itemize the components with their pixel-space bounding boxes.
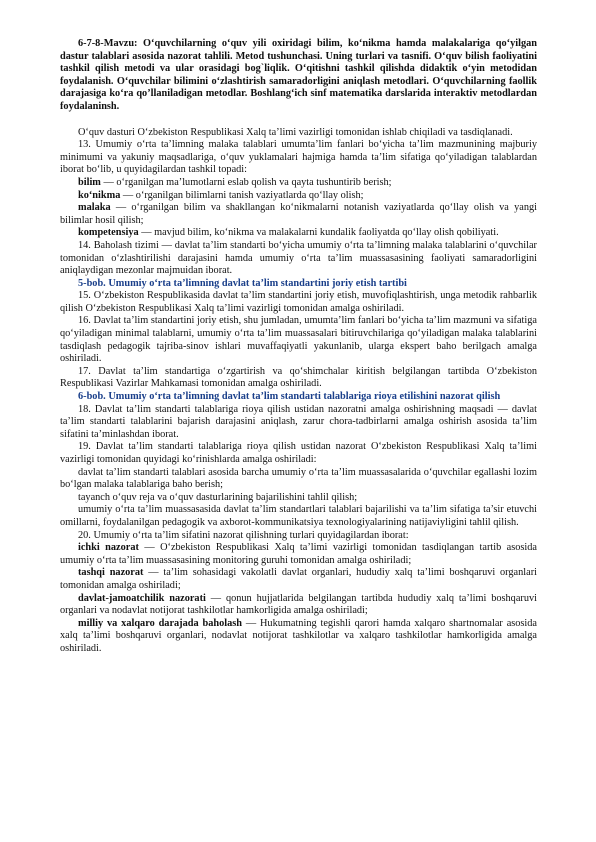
control-ichki xyxy=(60,542,537,567)
paragraph-18: 18. Davlat ta’lim standarti talablariga rioya qilish ustidan nazoratni amalga oshirishning maqsadi — davlat ta’lim standarti talablarini bajarish darajasini aniqlash, zarur chora-tadbirlarni amalga oshirish asosida ta’lim sifatini ta’minlashdan iborat. xyxy=(60,403,537,440)
term-davlat-jamoatchilik-nazorati: davlat-jamoatchilik nazorati xyxy=(78,592,206,604)
term-kompetensiya: kompetensiya xyxy=(78,227,139,239)
term-konikma: ko‘nikma xyxy=(78,189,121,201)
paragraph-13: 13. Umumiy o‘rta ta’limning malaka talablari umumta’lim fanlari bo‘yicha ta’lim mazmunining majburiy minimumi va yakuniy maqsadlariga, o‘quv yuklamalari hajmiga hamda ta’lim sifatiga qo‘yiladigan talablardan iborat bo‘lib, u quyidagilardan tashkil topadi: xyxy=(60,139,537,176)
control-ichki-text: — O‘zbekiston Respublikasi Xalq ta’limi vazirligi tomonidan tasdiqlangan tartib asosida umumiy o‘rta ta’lim muassasasining monitoring guruhi tomonidan amalga oshiriladi; xyxy=(60,542,537,566)
term-malaka: malaka xyxy=(78,202,111,214)
term-tashqi-nazorat: tashqi nazorat xyxy=(78,567,144,579)
control-milliy-xalqaro-text: — Hukumatning tegishli qarori hamda xalqaro shartnomalar asosida xalq ta’limi boshqaruvi organlari, nodavlat notijorat tashkilotlar va xalqaro tashkilotlar hamkorligida amalga oshiriladi. xyxy=(60,617,538,654)
topic-heading: 6-7-8-Mavzu: O‘quvchilarning o‘quv yili oxiridagi bilim, ko‘nikma hamda malakalariga qo‘yilgan dastur talablari asosida nazorat tahlili. Metod tushunchasi. Uning turlari va tasnifi. O‘quv bilish faoliyatini tashkil qilish metodi va ular orasidagi bog`liqlik. O‘qitishni tashkil qilishda didaktik o‘yin metodidan foydalanish. O‘quvchilar bilimini o‘zlashtirish samaradorligini aniqlash metodlari. O‘quvchilarning faollik darajasiga ko‘ra qo’llaniladigan metodlar. Boshlang‘ich sinf matematika darslarida interaktiv metodlardan foydalaninsh. xyxy=(60,38,537,112)
intro-paragraph: O‘quv dasturi O‘zbekiston Respublikasi Xalq ta’limi vazirligi tomonidan ishlab chiqiladi va tasdiqlanadi. xyxy=(78,126,513,138)
definition-bilim-text: — o‘rganilgan ma’lumotlarni eslab qolish va qayta tushuntirib berish; xyxy=(100,176,392,188)
term-bilim: bilim xyxy=(78,176,101,188)
definition-bilim xyxy=(60,177,537,190)
definition-malaka xyxy=(60,202,537,227)
control-davlat-jamoatchilik xyxy=(60,593,537,618)
document-page xyxy=(60,38,537,656)
control-tashqi-text: — ta’lim sohasidagi vakolatli davlat organlari, hududiy xalq ta’limi boshqaruvi organlari tomonidan amalga oshiriladi; xyxy=(60,567,538,591)
chapter-5-heading: 5-bob. Umumiy o‘rta ta’limning davlat ta’lim standartini joriy etish tartibi xyxy=(78,277,407,289)
definition-malaka-text: — o‘rganilgan bilim va shakllangan ko‘nikmalarni notanish vaziyatlarda qo‘llay olish va yangi bilimlar hosil qilish; xyxy=(60,202,537,226)
chapter-6-heading: 6-bob. Umumiy o‘rta ta’limning davlat ta’lim standarti talablariga rioya etilishini nazorat qilish xyxy=(78,391,501,403)
paragraph-14: 14. Baholash tizimi — davlat ta’lim standarti bo‘yicha umumiy o‘rta ta’limning malaka talablarini o‘quvchilar tomonidan o‘zlashtirilishi darajasini hamda umumiy o‘rta ta’lim muassasasining faoliyati samaradorligini aniqlaydigan mezonlar majmuidan iborat. xyxy=(60,239,537,277)
control-davlat-jamoatchilik-text: — qonun hujjatlarida belgilangan tartibda hududiy xalq ta’limi boshqaruvi organlari va nodavlat notijorat tashkilotlar hamkorligida amalga oshiriladi; xyxy=(60,592,537,617)
paragraph-19-item-3: umumiy o‘rta ta’lim muassasasida davlat ta’lim standartlari talablari bajarilishi va ta’lim sifatiga ta’sir etuvchi omillarni, foydalanilgan pedagogik va axborot-kommunikatsiya texnologiyalarining natijaviyligini tahlil qilish. xyxy=(60,504,537,528)
term-milliy-xalqaro-baholash: milliy va xalqaro darajada baholash xyxy=(78,617,242,629)
control-tashqi xyxy=(60,567,537,592)
definition-konikma-text: — o‘rganilgan bilimlarni tanish vaziyatlarda qo‘llay olish; xyxy=(120,189,364,201)
definition-kompetensiya-text: — mavjud bilim, ko‘nikma va malakalarni kundalik faoliyatda qo‘llay olish qobiliyati. xyxy=(138,227,499,239)
paragraph-15: 15. O‘zbekiston Respublikasida davlat ta’lim standartini joriy etish, muvofiqlashtirish, unga metodik rahbarlik qilish O‘zbekiston Respublikasi Xalq ta’limi vazirligi tomonidan amalga oshiriladi. xyxy=(60,290,537,314)
control-milliy-xalqaro xyxy=(60,618,537,656)
paragraph-17: 17. Davlat ta’lim standartiga o‘zgartirish va qo‘shimchalar kiritish belgilangan tartibda O‘zbekiston Respublikasi Vazirlar Mahkamasi tomonidan amalga oshiriladi. xyxy=(60,365,537,390)
paragraph-20: 20. Umumiy o‘rta ta’lim sifatini nazorat qilishning turlari quyidagilardan iborat: xyxy=(78,529,409,541)
paragraph-19-item-1: davlat ta’lim standarti talablari asosida barcha umumiy o‘rta ta’lim muassasalarida o‘quvchilar egallashi lozim bo‘lgan malaka talablariga baho berish; xyxy=(60,466,537,491)
definition-kompetensiya xyxy=(60,227,537,240)
paragraph-19: 19. Davlat ta’lim standarti talablariga rioya qilish ustidan nazorat O‘zbekiston Respublikasi Xalq ta’limi vazirligi tomonidan quyidagi ko‘rinishlarda amalga oshiriladi: xyxy=(60,441,537,465)
term-ichki-nazorat: ichki nazorat xyxy=(78,542,139,554)
paragraph-19-item-2: tayanch o‘quv reja va o‘quv dasturlarining bajarilishini tahlil qilish; xyxy=(78,491,358,503)
paragraph-16: 16. Davlat ta’lim standartini joriy etish, shu jumladan, umumta’lim fanlari bo‘yicha ta’lim mazmuni va sifatiga qo‘yiladigan minimal talablarni, umumiy o‘rta ta’lim muassasalari bitiruvchilariga qo‘yiladigan malaka talablarini tasdiqlash pedagogik tajriba-sinov ishlari muvaffaqiyatli yakunlanib, ularga ekspert baho berilgach amalga oshiriladi. xyxy=(60,315,537,365)
definition-konikma xyxy=(60,190,537,203)
